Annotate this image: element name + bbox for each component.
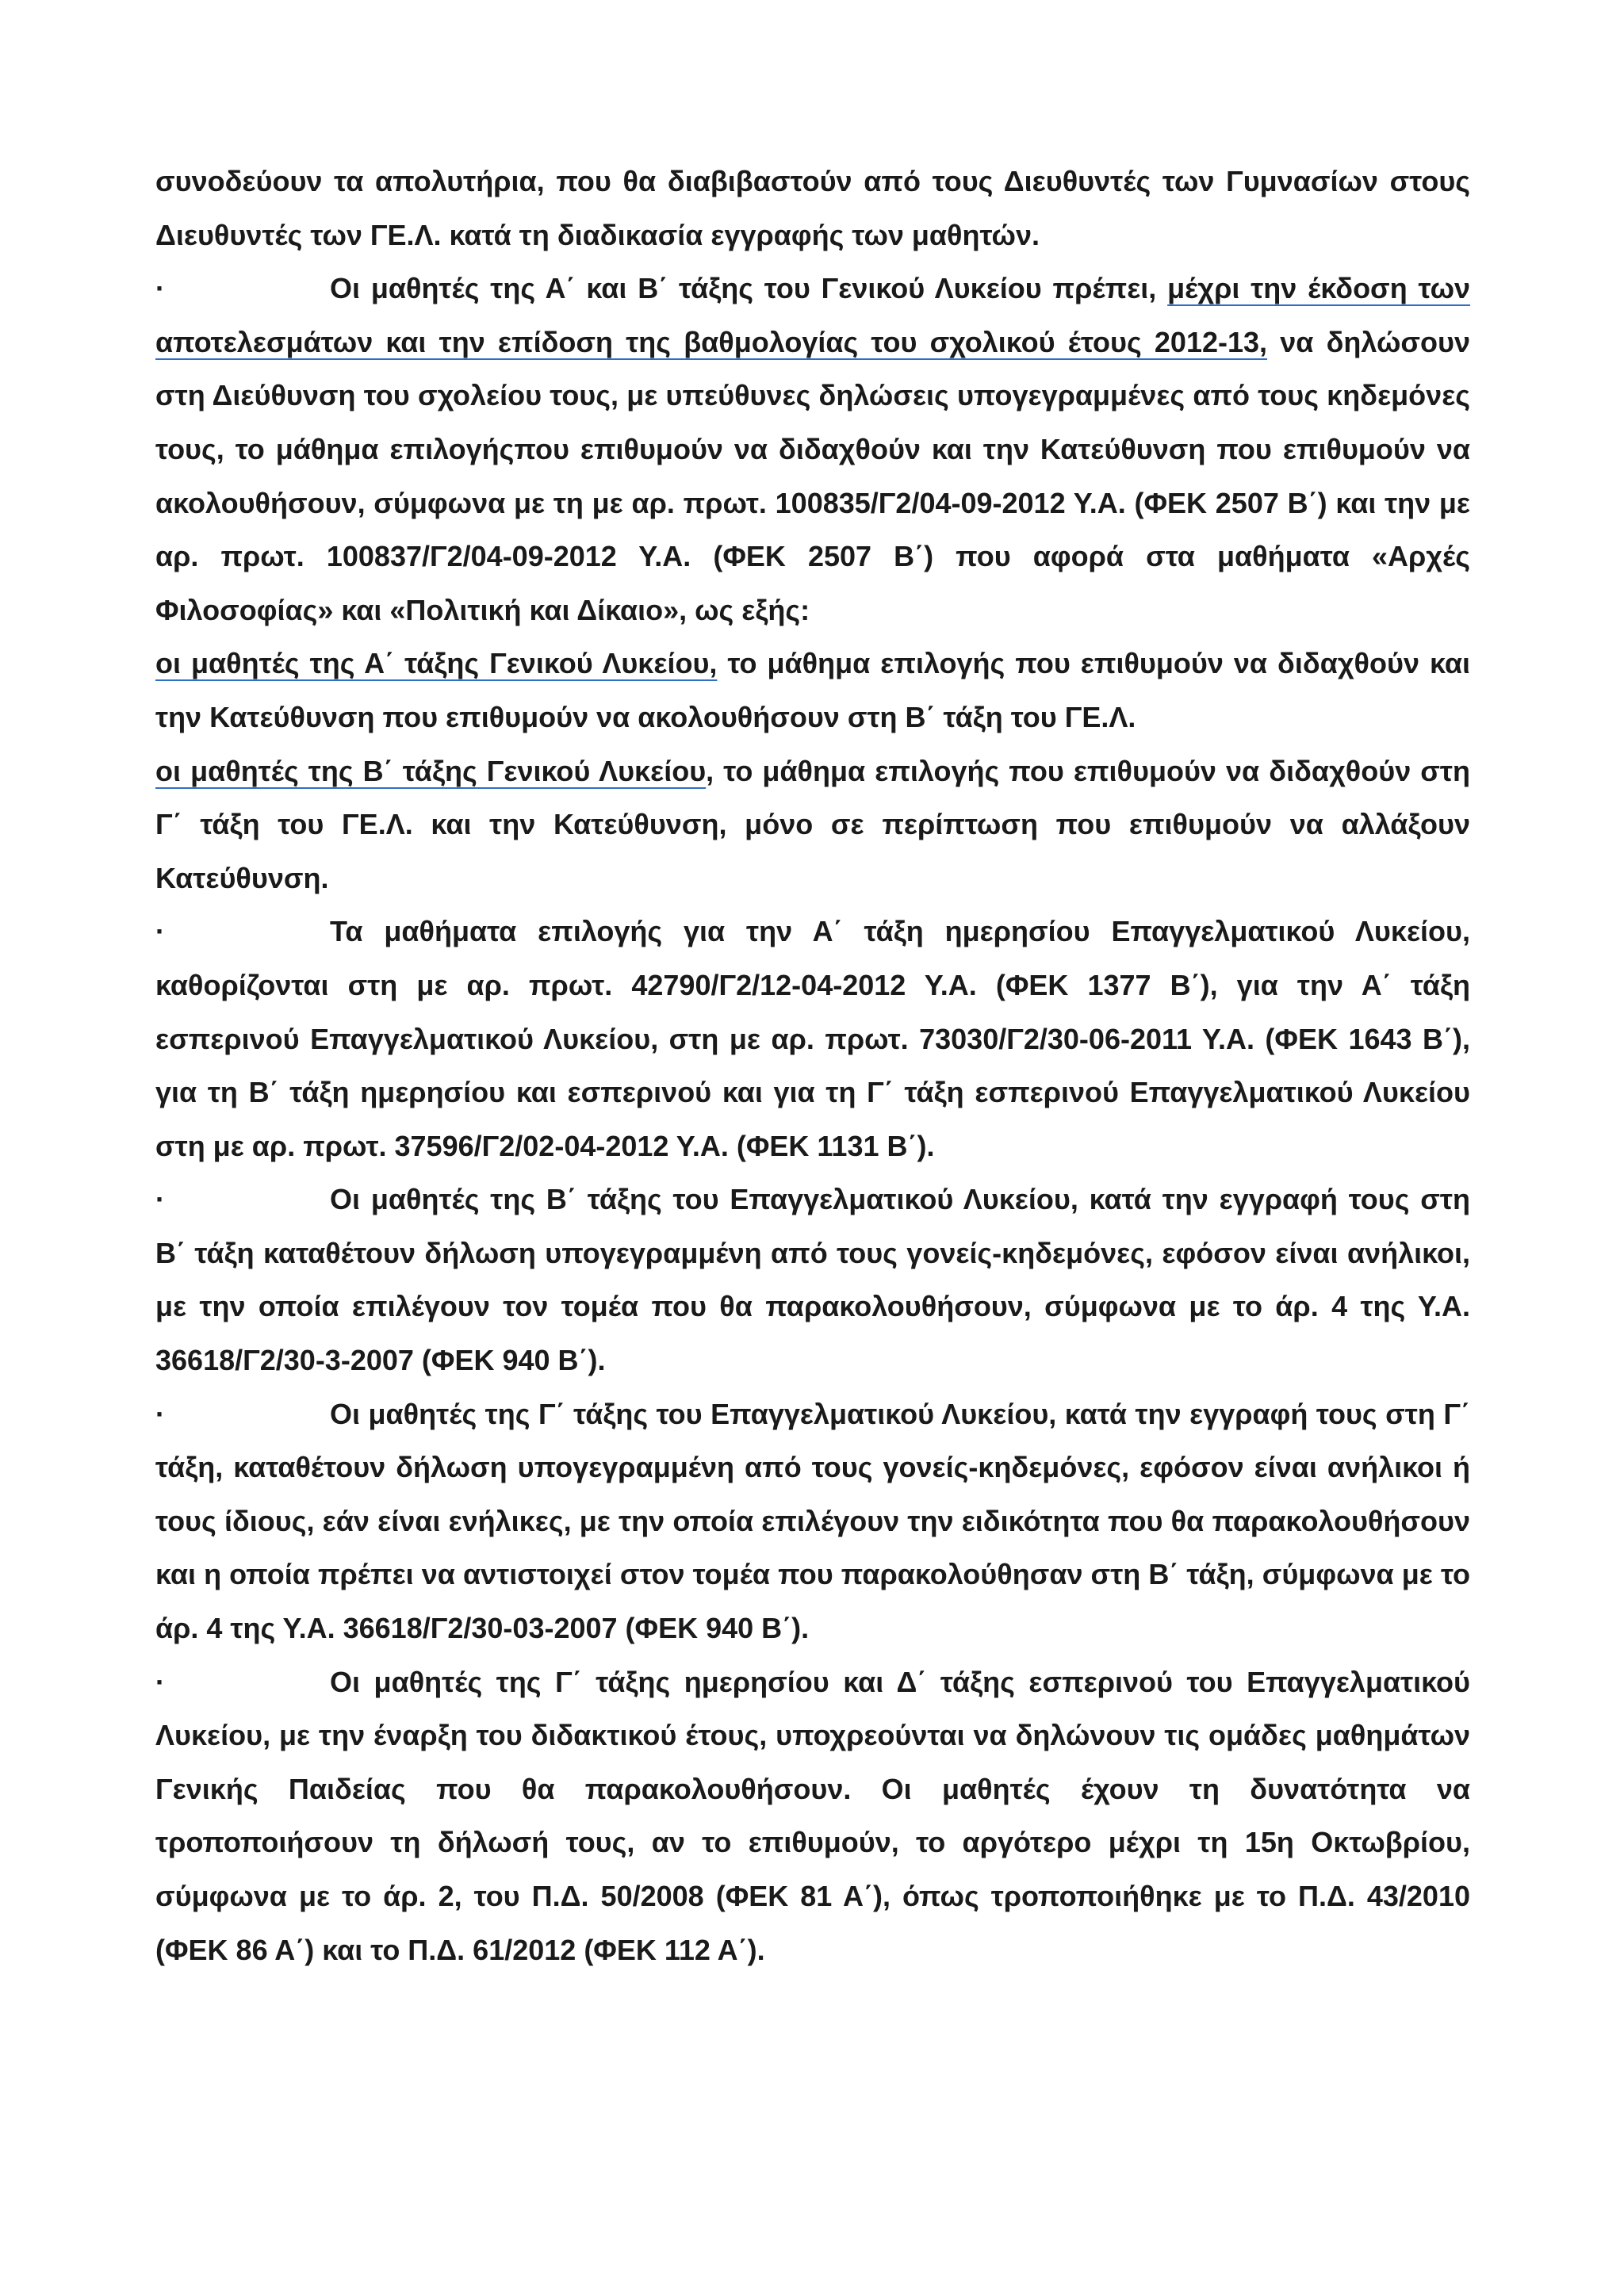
bullet-paragraph-1 bbox=[155, 262, 1470, 637]
underlined-text: μέχρι την έκδοση των αποτελεσμάτων και την επίδοση της βαθμολογίας του σχολικού έτους 2012-13, bbox=[155, 272, 1470, 358]
paragraph-text: Οι μαθητές της Β΄ τάξης του Επαγγελματικού Λυκείου, κατά την εγγραφή τους στη Β΄ τάξη καταθέτουν δήλωση υπογεγραμμένη από τους γονείς-κηδεμόνες, εφόσον είναι ανήλικοι, με την οποία επιλέγουν τον τομέα που θα παρακολουθήσουν, σύμφωνα με το άρ. 4 της Υ.Α. 36618/Γ2/30-3-2007 (ΦΕΚ 940 Β΄). bbox=[155, 1183, 1470, 1377]
bullet-marker: · bbox=[155, 272, 165, 305]
paragraph-text: Οι μαθητές της Γ΄ τάξης ημερησίου και Δ΄ τάξης εσπερινού του Επαγγελματικού Λυκείου, με την έναρξη του διδακτικού έτους, υποχρεούνται να δηλώνουν τις ομάδες μαθημάτων Γενικής Παιδείας που θα παρακολουθήσουν. Οι μαθητές έχουν τη δυνατότητα να τροποποιήσουν τη δήλωσή τους, αν το επιθυμούν, το αργότερο μέχρι τη 15η Οκτωβρίου, σύμφωνα με το άρ. 2, του Π.Δ. 50/2008 (ΦΕΚ 81 Α΄), όπως τροποποιήθηκε με το Π.Δ. 43/2010 (ΦΕΚ 86 Α΄) και το Π.Δ. 61/2012 (ΦΕΚ 112 Α΄). bbox=[155, 1665, 1470, 1966]
document-page bbox=[155, 155, 1470, 1976]
paragraph-text: συνοδεύουν τα απολυτήρια, που θα διαβιβαστούν από τους Διευθυντές των Γυμνασίων στους Διευθυντές των ΓΕ.Λ. κατά τη διαδικασία εγγραφής των μαθητών. bbox=[155, 165, 1470, 251]
bullet-marker: · bbox=[155, 1397, 165, 1430]
underlined-text: οι μαθητές της Β΄ τάξης Γενικού Λυκείου bbox=[155, 754, 707, 787]
bullet-marker: · bbox=[155, 915, 165, 948]
paragraph-text: Τα μαθήματα επιλογής για την Α΄ τάξη ημερησίου Επαγγελματικού Λυκείου, καθορίζονται στη με αρ. πρωτ. 42790/Γ2/12-04-2012 Υ.Α. (ΦΕΚ 1377 Β΄), για την Α΄ τάξη εσπερινού Επαγγελματικού Λυκείου, στη με αρ. πρωτ. 73030/Γ2/30-06-2011 Υ.Α. (ΦΕΚ 1643 Β΄), για τη Β΄ τάξη ημερησίου και εσπερινού και για τη Γ΄ τάξη εσπερινού Επαγγελματικού Λυκείου στη με αρ. πρωτ. 37596/Γ2/02-04-2012 Υ.Α. (ΦΕΚ 1131 Β΄). bbox=[155, 915, 1470, 1162]
underlined-text: οι μαθητές της Α΄ τάξης Γενικού Λυκείου, bbox=[155, 647, 718, 680]
bullet-paragraph-6 bbox=[155, 1387, 1470, 1655]
paragraph-text: το μάθημα επιλογής που επιθυμούν να διδαχθούν και την Κατεύθυνση που επιθυμούν να ακολουθήσουν στη Β΄ τάξη του ΓΕ.Λ. bbox=[155, 647, 1471, 733]
bullet-paragraph-7 bbox=[155, 1655, 1470, 1977]
bullet-marker: · bbox=[155, 1665, 165, 1698]
paragraph-text: , το μάθημα επιλογής που επιθυμούν να διδαχθούν στη Γ΄ τάξη του ΓΕ.Λ. και την Κατεύθυνση, μόνο σε περίπτωση που επιθυμούν να αλλάξουν Κατεύθυνση. bbox=[155, 754, 1470, 894]
paragraph-3 bbox=[155, 744, 1470, 905]
paragraph-text: Οι μαθητές της Γ΄ τάξης του Επαγγελματικού Λυκείου, κατά την εγγραφή τους στη Γ΄ τάξη, καταθέτουν δήλωση υπογεγραμμένη από τους γονείς-κηδεμόνες, εφόσον είναι ανήλικοι ή τους ίδιους, εάν είναι ενήλικες, με την οποία επιλέγουν την ειδικότητα που θα παρακολουθήσουν και η οποία πρέπει να αντιστοιχεί στον τομέα που παρακολούθησαν στη Β΄ τάξη, σύμφωνα με το άρ. 4 της Υ.Α. 36618/Γ2/30-03-2007 (ΦΕΚ 940 Β΄). bbox=[155, 1397, 1470, 1645]
bullet-paragraph-5 bbox=[155, 1173, 1470, 1387]
paragraph-text: να δηλώσουν στη Διεύθυνση του σχολείου τους, με υπεύθυνες δηλώσεις υπογεγραμμένες από τους κηδεμόνες τους, το μάθημα επιλογήςπου επιθυμούν να διδαχθούν και την Κατεύθυνση που επιθυμούν να ακολουθήσουν, σύμφωνα με τη με αρ. πρωτ. 100835/Γ2/04-09-2012 Υ.Α. (ΦΕΚ 2507 Β΄) και την με αρ. πρωτ. 100837/Γ2/04-09-2012 Υ.Α. (ΦΕΚ 2507 Β΄) που αφορά στα μαθήματα «Αρχές Φιλοσοφίας» και «Πολιτική και Δίκαιο», ως εξής: bbox=[155, 325, 1470, 626]
paragraph-text: Οι μαθητές της Α΄ και Β΄ τάξης του Γενικού Λυκείου πρέπει, bbox=[330, 272, 1168, 305]
bullet-marker: · bbox=[155, 1183, 165, 1216]
bullet-paragraph-4 bbox=[155, 905, 1470, 1173]
paragraph-2 bbox=[155, 637, 1470, 744]
paragraph-0 bbox=[155, 155, 1470, 262]
